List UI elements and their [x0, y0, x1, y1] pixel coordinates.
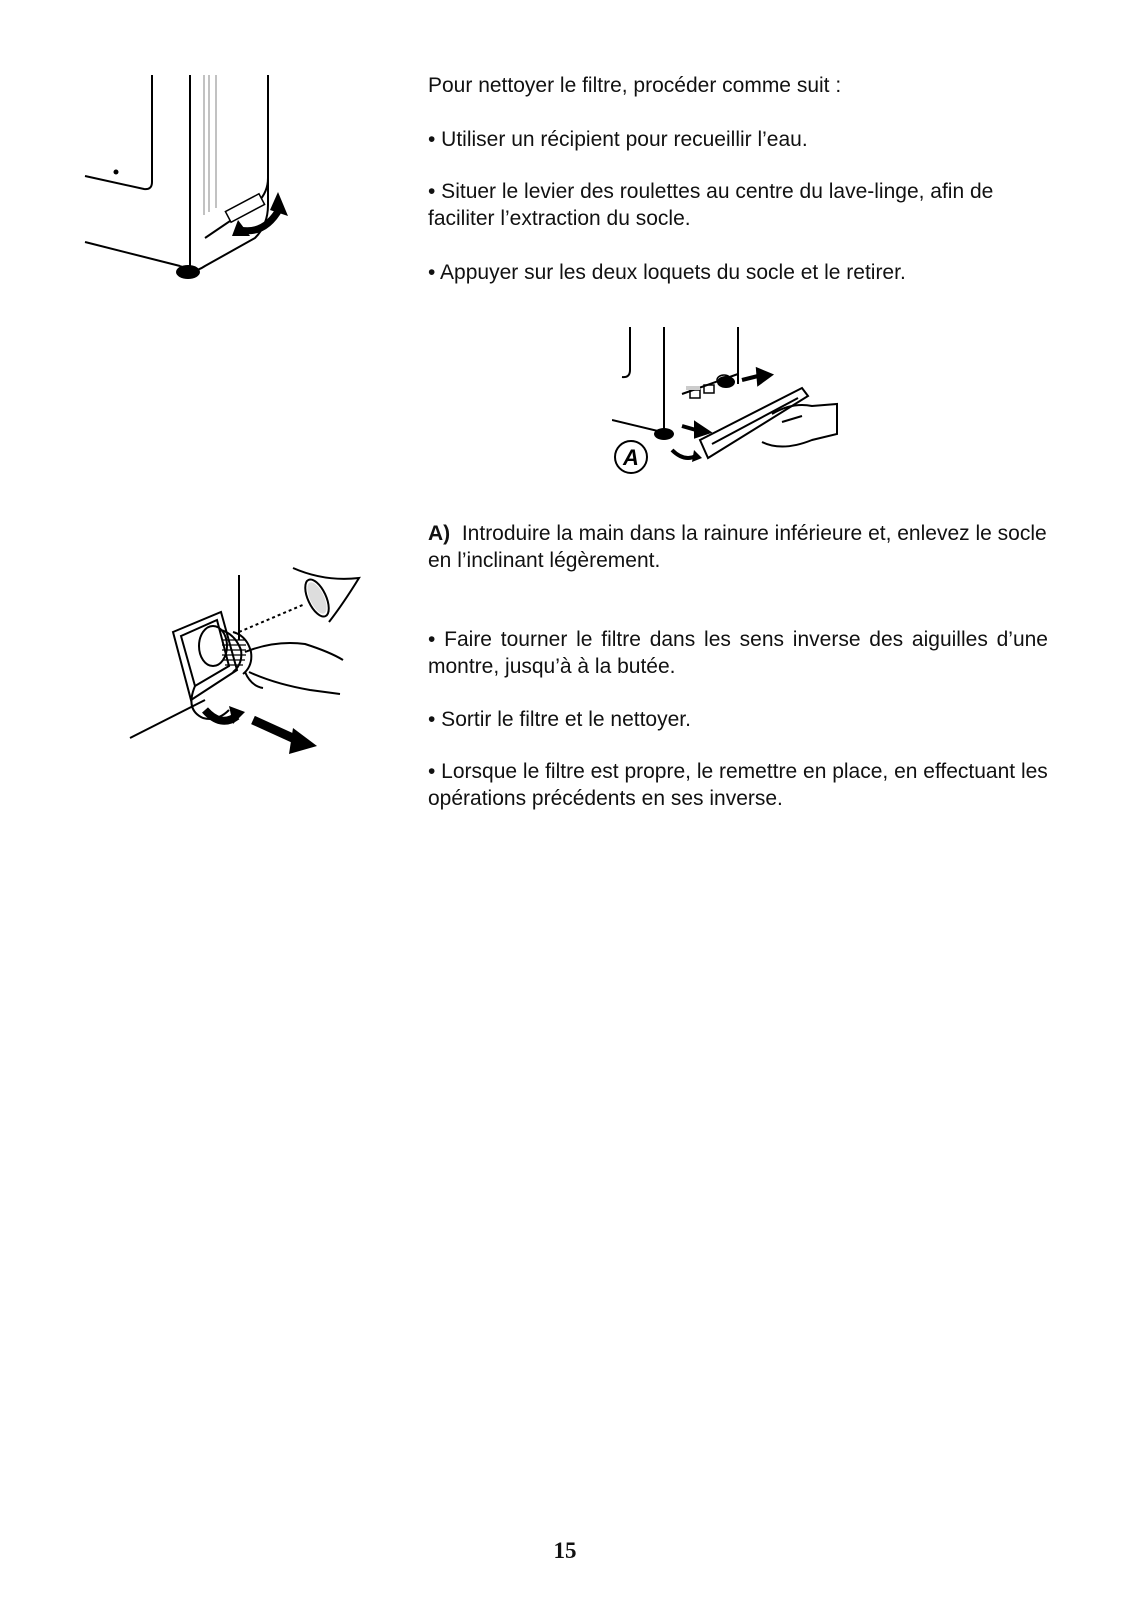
plinth-removal-illustration: [612, 322, 862, 492]
step-a: [428, 520, 1048, 574]
page-number: 15: [553, 1538, 577, 1563]
step-latches: • Appuyer sur les deux loquets du socle et le retirer.: [428, 261, 906, 284]
step-a-text: Introduire la main dans la rainure inférieure et, enlevez le socle en l’inclinant légèrement.: [428, 522, 1047, 572]
step-a-label: A): [428, 522, 451, 545]
step-refit-filter: • Lorsque le filtre est propre, le remettre en place, en effectuant les opérations précédents en ses inverse.: [428, 760, 1048, 810]
figure-label-a: A: [623, 445, 639, 470]
step-lever: • Situer le levier des roulettes au centre du lave-linge, afin de faciliter l’extraction du socle.: [428, 180, 994, 230]
step-container: • Utiliser un récipient pour recueillir l’eau.: [428, 128, 808, 151]
filter-unscrew-illustration: [125, 560, 365, 765]
washing-machine-foot-illustration: [80, 70, 310, 290]
step-clean-filter: • Sortir le filtre et le nettoyer.: [428, 708, 691, 731]
intro-text: Pour nettoyer le filtre, procéder comme suit :: [428, 74, 842, 97]
step-rotate-filter: • Faire tourner le filtre dans les sens inverse des aiguilles d’une montre, jusqu’à à la butée.: [428, 628, 1048, 678]
